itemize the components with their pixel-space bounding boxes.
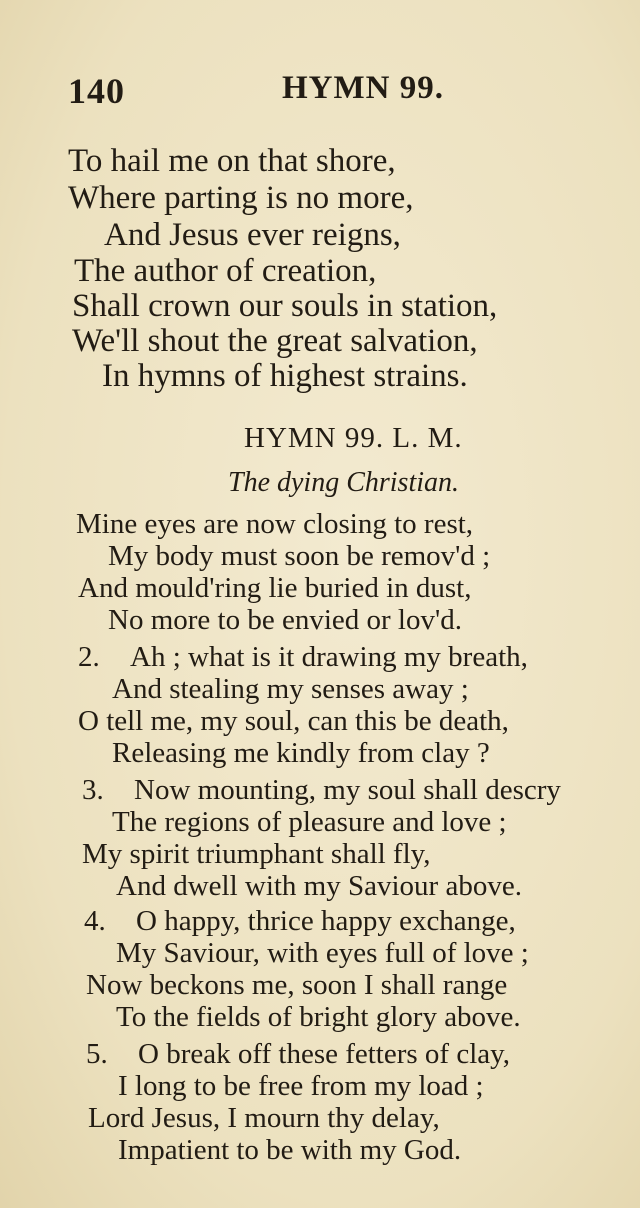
verse-line-numbered <box>84 905 516 937</box>
page-header <box>0 70 640 114</box>
verse-line: My body must soon be remov'd ; <box>108 540 491 572</box>
verse-line: And dwell with my Saviour above. <box>116 870 522 902</box>
verse-line-text: O break off these fetters of clay, <box>138 1038 511 1070</box>
verse-line-text: Now mounting, my soul shall descry <box>134 774 561 806</box>
verse-line: My spirit triumphant shall fly, <box>82 838 431 870</box>
verse-line: O tell me, my soul, can this be death, <box>78 705 509 737</box>
hymn-title: HYMN 99. L. M. <box>244 422 463 454</box>
verse-line: To the fields of bright glory above. <box>116 1001 521 1033</box>
verse-line: To hail me on that shore, <box>68 143 396 179</box>
verse-line: And Jesus ever reigns, <box>104 217 401 253</box>
stanza-number: 5. <box>86 1038 108 1070</box>
verse-line: In hymns of highest strains. <box>102 358 468 394</box>
verse-line: Releasing me kindly from clay ? <box>112 737 490 769</box>
verse-line: My Saviour, with eyes full of love ; <box>116 937 529 969</box>
verse-line: The author of creation, <box>74 253 377 289</box>
stanza-number: 3. <box>82 774 104 806</box>
verse-line-text: Ah ; what is it drawing my breath, <box>130 641 528 673</box>
stanza-number: 4. <box>84 905 106 937</box>
running-head: HYMN 99. <box>282 70 444 106</box>
verse-line: And mould'ring lie buried in dust, <box>78 572 472 604</box>
page-number: 140 <box>68 71 125 111</box>
verse-line: No more to be envied or lov'd. <box>108 604 462 636</box>
verse-line: I long to be free from my load ; <box>118 1070 484 1102</box>
verse-line: Lord Jesus, I mourn thy delay, <box>88 1102 440 1134</box>
verse-line-numbered <box>82 774 561 806</box>
verse-line: We'll shout the great salvation, <box>72 323 478 359</box>
verse-line: Impatient to be with my God. <box>118 1134 462 1166</box>
verse-line: The regions of pleasure and love ; <box>112 806 507 838</box>
stanza-number: 2. <box>78 641 100 673</box>
verse-line: Mine eyes are now closing to rest, <box>76 508 474 540</box>
verse-line: Where parting is no more, <box>68 180 414 216</box>
verse-line: Now beckons me, soon I shall range <box>86 969 508 1001</box>
verse-line-text: O happy, thrice happy exchange, <box>136 905 516 937</box>
verse-line-numbered <box>86 1038 510 1070</box>
verse-line: And stealing my senses away ; <box>112 673 469 705</box>
verse-line: Shall crown our souls in station, <box>72 288 498 324</box>
verse-line-numbered <box>78 641 528 673</box>
hymn-subtitle: The dying Christian. <box>228 467 460 498</box>
